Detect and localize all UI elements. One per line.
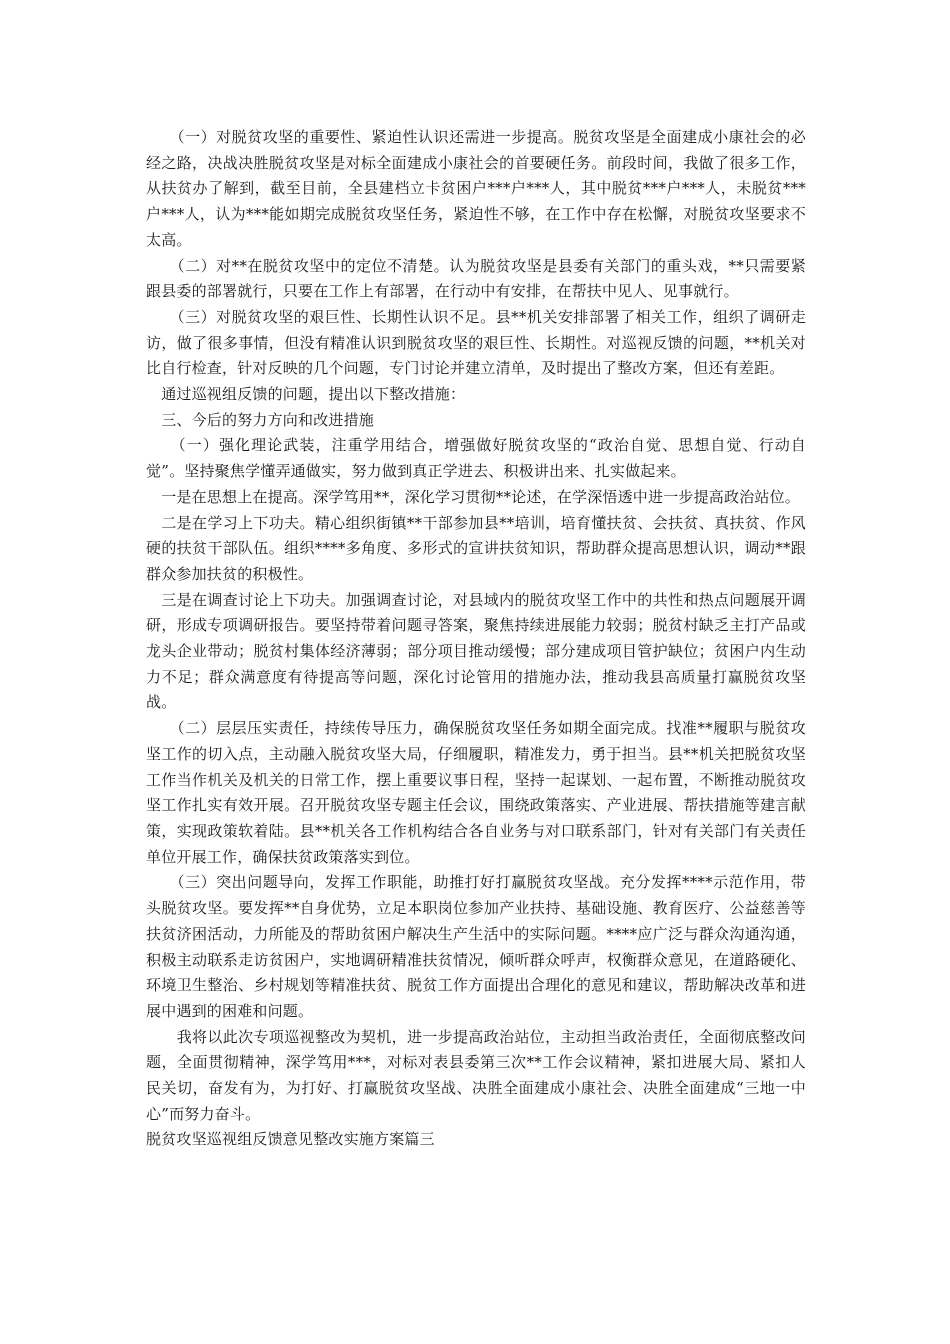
paragraph-theory-armament: （一）强化理论武装，注重学用结合，增强做好脱贫攻坚的“政治自觉、思想自觉、行动自觉”。坚持聚焦学懂弄通做实，努力做到真正学进去、积极讲出来、扎实做起来。	[146, 436, 806, 481]
paragraph-problem-oriented: （三）突出问题导向，发挥工作职能，助推打好打赢脱贫攻坚战。充分发挥****示范作用，带头脱贫攻坚。要发挥**自身优势，立足本职岗位参加产业扶持、基础设施、教育医疗、公益慈善等扶贫济困活动，力所能及的帮助贫困户解决生产生活中的实际问题。****应广泛与群众沟通沟通，积极主动联系走访贫困户，实地调研精准扶贫情况，倾听群众呼声，权衡群众意见，在道路硬化、环境卫生整治、乡村规划等精准扶贫、脱贫工作方面提出合理化的意见和建议，帮助解决改革和进展中遇到的困难和问题。	[146, 873, 806, 1020]
paragraph-awareness-importance: （一）对脱贫攻坚的重要性、紧迫性认识还需进一步提高。脱贫攻坚是全面建成小康社会的必经之路，决战决胜脱贫攻坚是对标全面建成小康社会的首要硬任务。前段时间，我做了很多工作，从扶贫办了解到，截至目前，全县建档立卡贫困户***户***人，其中脱贫***户***人，未脱贫***户***人，认为***能如期完成脱贫攻坚任务，紧迫性不够，在工作中存在松懈，对脱贫攻坚要求不太高。	[146, 128, 806, 249]
paragraph-responsibility: （二）层层压实责任，持续传导压力，确保脱贫攻坚任务如期全面完成。找准**履职与脱贫攻坚工作的切入点，主动融入脱贫攻坚大局，仔细履职，精准发力，勇于担当。县**机关把脱贫攻坚工作当作机关及机关的日常工作，摆上重要议事日程，坚持一起谋划、一起布置，不断推动脱贫攻坚工作扎实有效开展。召开脱贫攻坚专题主任会议，围绕政策落实、产业进展、帮扶措施等建言献策，实现政策软着陆。县**机关各工作机构结合各自业务与对口联系部门，针对有关部门有关责任单位开展工作，确保扶贫政策落实到位。	[146, 719, 806, 866]
next-section-title: 脱贫攻坚巡视组反馈意见整改实施方案篇三	[146, 1130, 435, 1149]
paragraph-positioning: （二）对**在脱贫攻坚中的定位不清楚。认为脱贫攻坚是县委有关部门的重头戏，**只需要紧跟县委的部署就行，只要在工作上有部署，在行动中有安排，在帮扶中见人、见事就行。	[146, 256, 806, 301]
paragraph-intro-measures: 通过巡视组反馈的问题，提出以下整改措施：	[146, 385, 466, 404]
paragraph-point-two: 二是在学习上下功夫。精心组织街镇**干部参加县**培训，培育懂扶贫、会扶贫、真扶贫、作风硬的扶贫干部队伍。组织****多角度、多形式的宣讲扶贫知识，帮助群众提高思想认识，调动**跟群众参加扶贫的积极性。	[146, 513, 806, 583]
paragraph-point-one: 一是在思想上在提高。深学笃用**，深化学习贯彻**论述，在学深悟透中进一步提高政治站位。	[146, 487, 801, 506]
document-body	[146, 125, 806, 1153]
paragraph-arduousness: （三）对脱贫攻坚的艰巨性、长期性认识不足。县**机关安排部署了相关工作，组织了调研走访，做了很多事情，但没有精准认识到脱贫攻坚的艰巨性、长期性。对巡视反馈的问题，**机关对比自行检查，针对反映的几个问题，专门讨论并建立清单，及时提出了整改方案，但还有差距。	[146, 307, 806, 378]
paragraph-conclusion: 我将以此次专项巡视整改为契机，进一步提高政治站位，主动担当政治责任，全面彻底整改问题，全面贯彻精神，深学笃用***，对标对表县委第三次**工作会议精神，紧扣进展大局、紧扣人民关切，奋发有为，为打好、打赢脱贫攻坚战、决胜全面建成小康社会、决胜全面建成“三地一中心”而努力奋斗。	[146, 1027, 806, 1123]
section-heading-3: 三、今后的努力方向和改进措施	[146, 410, 375, 429]
paragraph-point-three: 三是在调查讨论上下功夫。加强调查讨论，对县域内的脱贫攻坚工作中的共性和热点问题展开调研，形成专项调研报告。要坚持带着问题寻答案，聚焦持续进展能力较弱；脱贫村缺乏主打产品或龙头企业带动；脱贫村集体经济薄弱；部分项目推动缓慢；部分建成项目管护缺位；贫困户内生动力不足；群众满意度有待提高等问题，深化讨论管用的措施办法，推动我县高质量打赢脱贫攻坚战。	[146, 590, 806, 712]
